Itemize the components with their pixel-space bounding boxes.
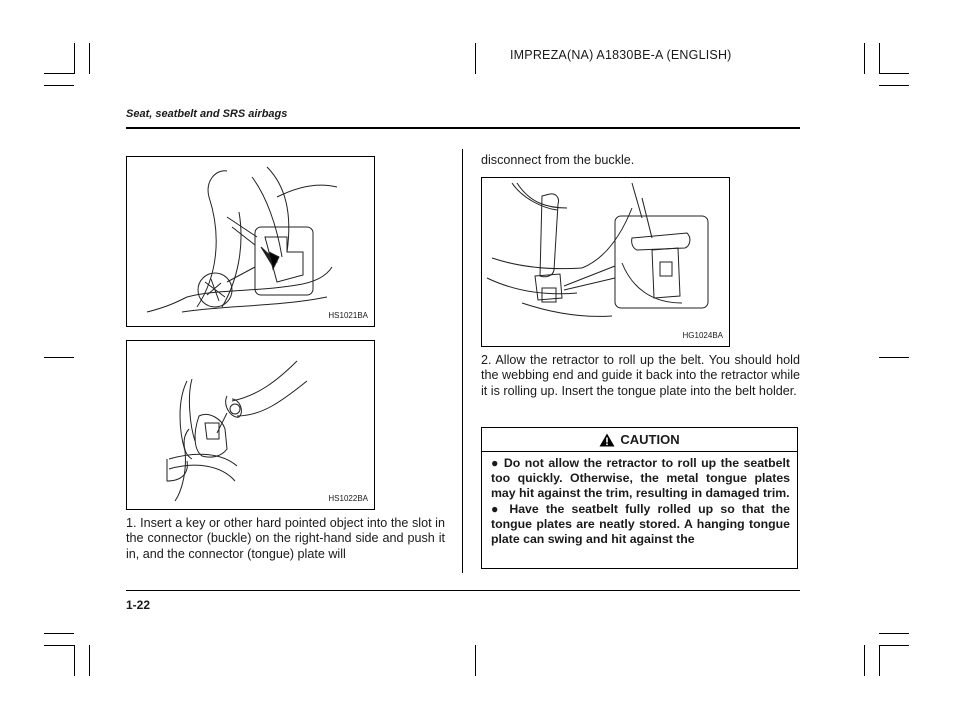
figure-code: HG1024BA	[682, 331, 723, 340]
page-number: 1-22	[126, 598, 151, 612]
figure-buckle-release	[126, 156, 375, 327]
continuation-text: disconnect from the buckle.	[481, 153, 635, 167]
step-2-text: 2. Allow the retractor to roll up the belt. You should hold the webbing end and guide it back into the retractor while it is rolling up. Insert the tongue plate into the belt holder.	[481, 353, 800, 398]
figure-code: HS1021BA	[328, 311, 368, 320]
figure-code: HS1022BA	[328, 494, 368, 503]
caution-title: CAUTION	[620, 432, 680, 447]
warning-triangle-icon	[599, 433, 615, 447]
column-divider	[462, 149, 463, 573]
doc-code: IMPREZA(NA) A1830BE-A (ENGLISH)	[510, 48, 732, 62]
tongue-stowed-illustration	[482, 178, 729, 346]
caution-body	[482, 452, 797, 547]
figure-key-insert	[126, 340, 375, 510]
caution-item-1: ● Do not allow the retractor to roll up the seatbelt too quickly. Otherwise, the metal tongue plates may hit against the trim, resulting in damaged trim.	[491, 456, 790, 501]
header-rule	[126, 127, 800, 129]
key-insert-illustration	[127, 341, 374, 509]
caution-header	[482, 428, 797, 452]
figure-tongue-stowed	[481, 177, 730, 347]
step-1-text: 1. Insert a key or other hard pointed object into the slot in the connector (buckle) on the right-hand side and push it in, and the connector (tongue) plate will	[126, 516, 445, 561]
caution-item-2: ● Have the seatbelt fully rolled up so that the tongue plates are neatly stored. A hanging tongue plate can swing and hit against the	[491, 501, 790, 547]
footer-rule	[126, 590, 800, 591]
buckle-release-illustration	[127, 157, 374, 326]
section-title: Seat, seatbelt and SRS airbags	[126, 108, 288, 120]
caution-box	[481, 427, 798, 569]
